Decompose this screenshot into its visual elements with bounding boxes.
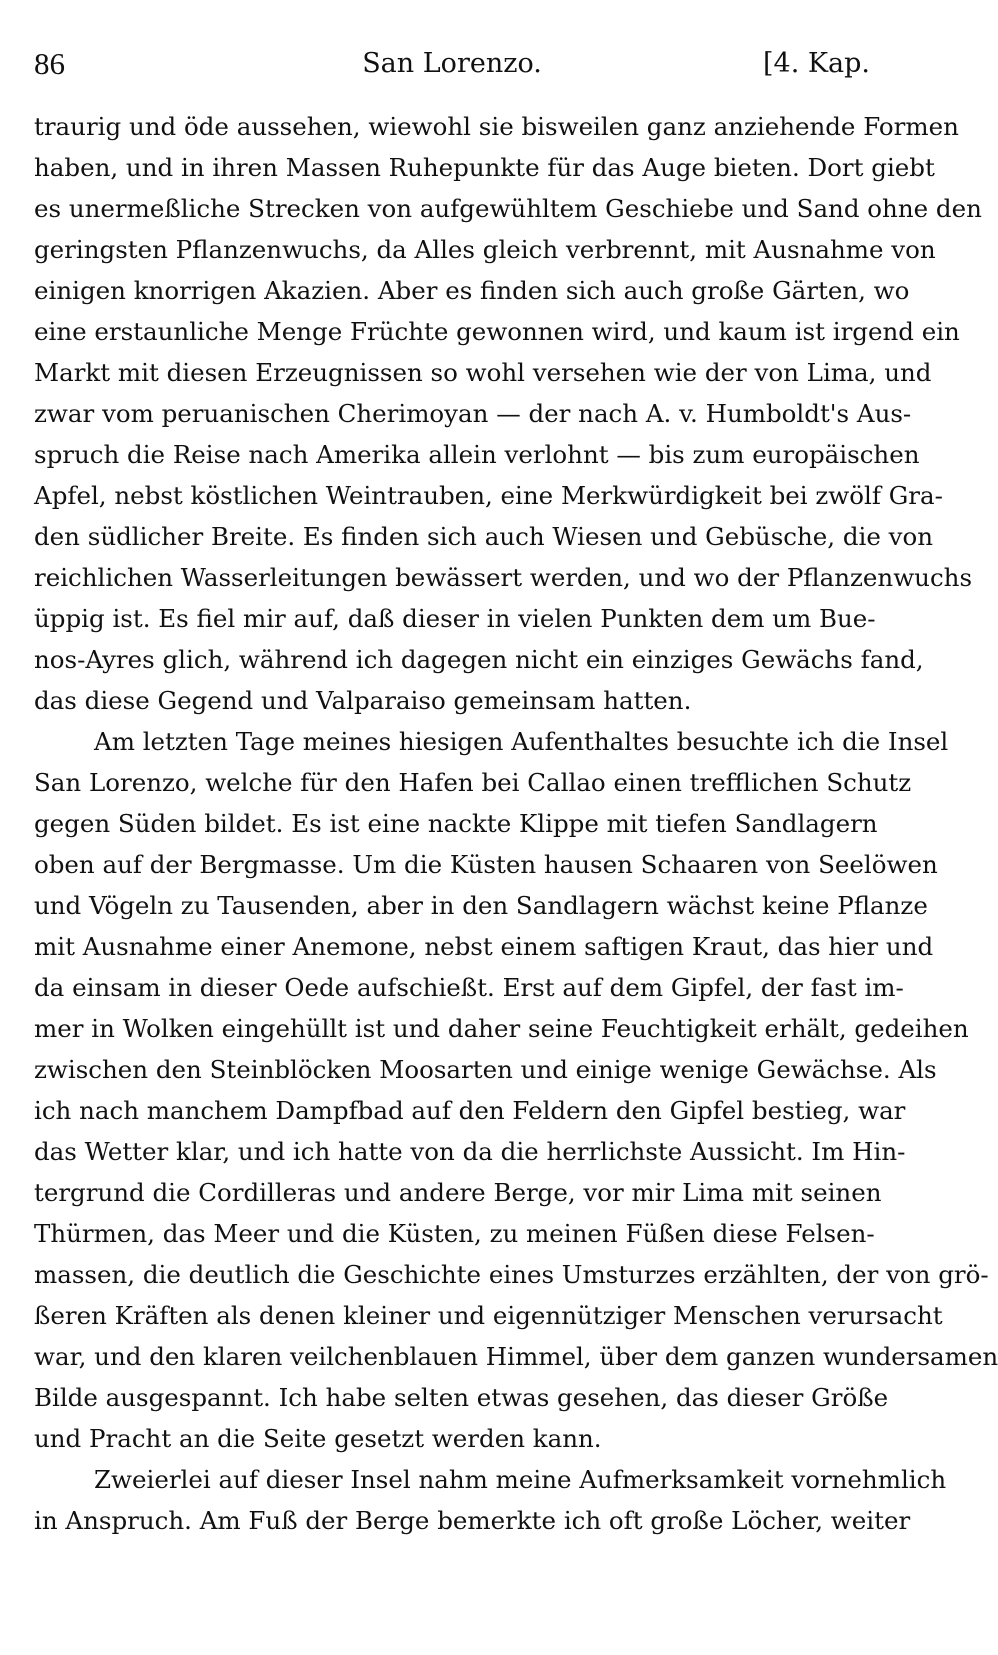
text-line: den südlicher Breite. Es finden sich auch Wiesen und Gebüsche, die von	[34, 522, 934, 551]
text-line: Zweierlei auf dieser Insel nahm meine Aufmerksamkeit vornehmlich	[94, 1465, 947, 1494]
text-line: da einsam in dieser Oede aufschießt. Erst auf dem Gipfel, der fast im-	[34, 973, 904, 1002]
text-line: haben, und in ihren Massen Ruhepunkte für das Auge bieten. Dort giebt	[34, 153, 935, 182]
text-line: nos-Ayres glich, während ich dagegen nicht ein einziges Gewächs fand,	[34, 645, 924, 674]
text-line: ich nach manchem Dampfbad auf den Feldern den Gipfel bestieg, war	[34, 1096, 906, 1125]
text-line: und Pracht an die Seite gesetzt werden kann.	[34, 1424, 602, 1453]
paragraph-2	[34, 721, 998, 1459]
text-line: und Vögeln zu Tausenden, aber in den Sandlagern wächst keine Pflanze	[34, 891, 928, 920]
text-line: zwischen den Steinblöcken Moosarten und einige wenige Gewächse. Als	[34, 1055, 937, 1084]
text-line: mer in Wolken eingehüllt ist und daher seine Feuchtigkeit erhält, gedeihen	[34, 1014, 969, 1043]
text-line: gegen Süden bildet. Es ist eine nackte Klippe mit tiefen Sandlagern	[34, 809, 878, 838]
text-line: mit Ausnahme einer Anemone, nebst einem saftigen Kraut, das hier und	[34, 932, 934, 961]
text-line: oben auf der Bergmasse. Um die Küsten hausen Schaaren von Seelöwen	[34, 850, 938, 879]
text-line: spruch die Reise nach Amerika allein verlohnt — bis zum europäischen	[34, 440, 920, 469]
text-line: Bilde ausgespannt. Ich habe selten etwas gesehen, das dieser Größe	[34, 1383, 889, 1412]
text-line: das Wetter klar, und ich hatte von da die herrlichste Aussicht. Im Hin-	[34, 1137, 906, 1166]
text-line: tergrund die Cordilleras und andere Berge, vor mir Lima mit seinen	[34, 1178, 882, 1207]
page-number: 86	[34, 46, 65, 81]
text-line: ßeren Kräften als denen kleiner und eigennütziger Menschen verursacht	[34, 1301, 943, 1330]
text-line: in Anspruch. Am Fuß der Berge bemerkte ich oft große Löcher, weiter	[34, 1506, 911, 1535]
text-line: San Lorenzo, welche für den Hafen bei Callao einen trefflichen Schutz	[34, 768, 912, 797]
text-line: Markt mit diesen Erzeugnissen so wohl versehen wie der von Lima, und	[34, 358, 932, 387]
text-line: traurig und öde aussehen, wiewohl sie bisweilen ganz anziehende Formen	[34, 112, 959, 141]
text-line: Apfel, nebst köstlichen Weintrauben, eine Merkwürdigkeit bei zwölf Gra-	[34, 481, 943, 510]
text-line: es unermeßliche Strecken von aufgewühltem Geschiebe und Sand ohne den	[34, 194, 982, 223]
text-line: einigen knorrigen Akazien. Aber es finden sich auch große Gärten, wo	[34, 276, 910, 305]
text-line: reichlichen Wasserleitungen bewässert werden, und wo der Pflanzenwuchs	[34, 563, 973, 592]
chapter-reference: [4. Kap.	[762, 48, 870, 79]
text-line: zwar vom peruanischen Cherimoyan — der nach A. v. Humboldt's Aus-	[34, 399, 912, 428]
paragraph-3	[34, 1459, 947, 1541]
running-title: San Lorenzo.	[362, 48, 542, 79]
text-line: Thürmen, das Meer und die Küsten, zu meinen Füßen diese Felsen-	[34, 1219, 875, 1248]
text-line: üppig ist. Es fiel mir auf, daß dieser in vielen Punkten dem um Bue-	[34, 604, 876, 633]
text-line: das diese Gegend und Valparaiso gemeinsam hatten.	[34, 686, 692, 715]
text-line: Am letzten Tage meines hiesigen Aufenthaltes besuchte ich die Insel	[94, 727, 949, 756]
text-line: eine erstaunliche Menge Früchte gewonnen wird, und kaum ist irgend ein	[34, 317, 960, 346]
running-head	[34, 44, 870, 84]
text-line: war, und den klaren veilchenblauen Himmel, über dem ganzen wundersamen	[34, 1342, 998, 1371]
text-line: massen, die deutlich die Geschichte eines Umsturzes erzählten, der von grö-	[34, 1260, 989, 1289]
paragraph-1	[34, 106, 982, 721]
body-text	[34, 106, 998, 1541]
text-line: geringsten Pflanzenwuchs, da Alles gleich verbrennt, mit Ausnahme von	[34, 235, 936, 264]
